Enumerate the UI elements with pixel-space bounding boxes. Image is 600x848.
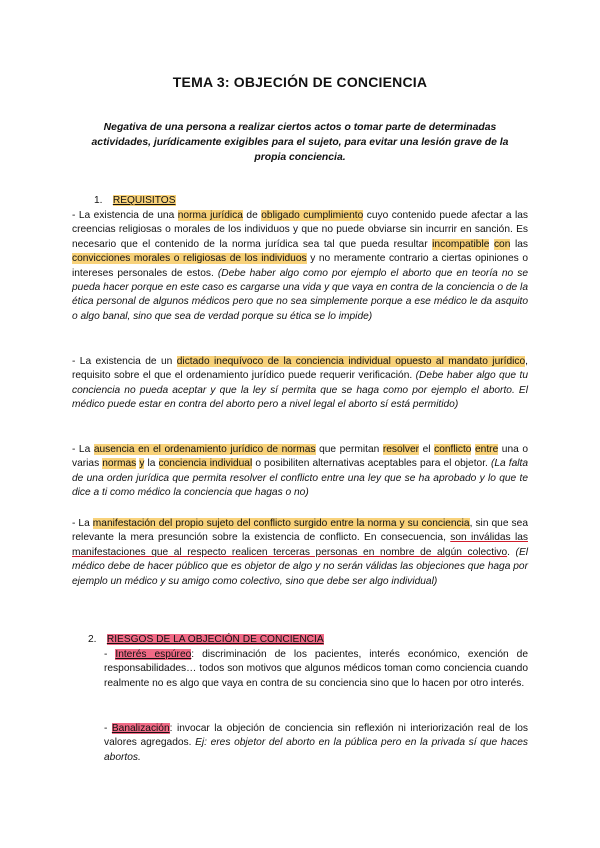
highlight: ausencia en el ordenamiento jurídico de normas: [93, 444, 316, 455]
text: de: [242, 210, 262, 221]
text: - La: [72, 444, 94, 455]
highlight: con: [493, 238, 511, 250]
text: y no meramente contrario a ciertas opiniones o intereses personales de estos.: [72, 253, 528, 279]
highlight: y: [139, 458, 145, 470]
text: la: [144, 458, 159, 470]
text: una o varias: [72, 444, 528, 470]
section-1-heading: [94, 194, 176, 208]
text: o posibiliten alternativas aceptables para el objetor.: [252, 458, 491, 470]
pink-highlight: Banalización: [111, 723, 170, 734]
red-underlined-text: son inválidas las manifestaciones que al respecto realicen terceras personas en nombre de algún colectivo: [72, 532, 528, 558]
document-title: TEMA 3: OBJECIÓN DE CONCIENCIA: [172, 74, 428, 90]
highlight: dictado inequívoco de la conciencia individual opuesto al mandato jurídico: [176, 356, 526, 367]
requirement-3-paragraph: [72, 443, 528, 501]
text: las: [510, 238, 528, 250]
highlight: norma jurídica: [177, 210, 243, 221]
text: - La existencia de una: [72, 210, 178, 221]
highlight: resolver: [382, 444, 420, 455]
highlight: obligado cumplimiento: [261, 210, 364, 221]
text: - La existencia de un: [72, 356, 177, 367]
text: : invocar la objeción de conciencia sin reflexión ni interiorización real de los valores agregados.: [104, 723, 528, 749]
highlight: conflicto: [434, 444, 472, 455]
pink-highlight: Interés espúreo: [115, 649, 192, 660]
risk-1-paragraph: [104, 648, 528, 691]
section-2-heading: [88, 633, 324, 647]
highlight: conciencia individual: [158, 458, 253, 470]
requirement-1-paragraph: [72, 209, 528, 324]
italic-note: Ej: eres objetor del aborto en la pública pero en la privada sí que haces abortos.: [104, 737, 528, 763]
requirement-4-paragraph: [72, 517, 528, 589]
italic-note: (Debe haber algo como por ejemplo el aborto que en teoría no se pueda hacer porque en este caso es cargarse una vida y que vaya en contra de la conciencia o de la ética personal de algunos médicos pero que no sea simplemente porque a ese médico le da asquito o algo banal, sino que sea de verdad porque su ética se lo impide): [72, 267, 528, 322]
section-2-number: 2.: [88, 634, 97, 645]
highlight: convicciones morales o religiosas de los individuos: [72, 253, 307, 265]
definition-subtitle: Negativa de una persona a realizar ciertos actos o tomar parte de determinadas actividades, jurídicamente exigibles para el sujeto, para evitar una lesión grave de la propia conciencia.: [91, 122, 509, 163]
risk-2-paragraph: [104, 722, 528, 765]
highlight: entre: [475, 444, 499, 455]
text: - La: [72, 518, 93, 529]
text: : discriminación de los pacientes, interés económico, exención de responsabilidades… todos son motivos que algunos médicos toman como conciencia cuando realmente no es algo que vaya en contra de su conciencia sino que lo hacen por otro interés.: [104, 649, 528, 689]
text: -: [104, 723, 112, 734]
section-1-title: REQUISITOS: [112, 195, 176, 206]
section-1-number: 1.: [94, 195, 103, 206]
highlight: normas: [102, 458, 137, 470]
italic-note: (El médico debe de hacer público que es objetor de algo y no serán válidas las objeciones que haga por ejemplo un médico y su amigo como colectivo, sino que debe ser algo individual): [72, 546, 528, 587]
text: que permitan: [315, 444, 383, 455]
text: .: [507, 546, 516, 558]
text: cuyo contenido puede afectar a las creencias religiosas o morales de los individuos y que no puede obviarse sin incurrir en sanción. Es necesario que el contenido de la norma jurídica sea tal que pueda resultar: [72, 210, 528, 250]
text: , sin que sea relevante la mera presunción sobre la existencia de conflicto. En consecuencia,: [72, 518, 528, 544]
text: , requisito sobre el que el ordenamiento jurídico puede requerir verificación.: [72, 356, 528, 382]
italic-note: (Debe haber algo que tu conciencia no pueda aceptar y que la ley sí permita que se haga como por ejemplo el aborto. El médico puede estar en contra del aborto pero a nivel legal el aborto sí está permitido): [72, 370, 528, 411]
text: -: [104, 649, 116, 660]
requirement-2-paragraph: [72, 355, 528, 413]
highlight: manifestación del propio sujeto del conflicto surgido entre la norma y su conciencia: [92, 518, 470, 529]
italic-note: (La falta de una orden jurídica que permita resolver el conflicto entre una ley que se ha aprobado y lo que te dice a ti como médico la conciencia que hagas o no): [72, 458, 529, 499]
highlight: incompatible: [432, 238, 490, 250]
text: el: [419, 444, 435, 455]
section-2-title: RIESGOS DE LA OBJECIÓN DE CONCIENCIA: [106, 634, 324, 645]
